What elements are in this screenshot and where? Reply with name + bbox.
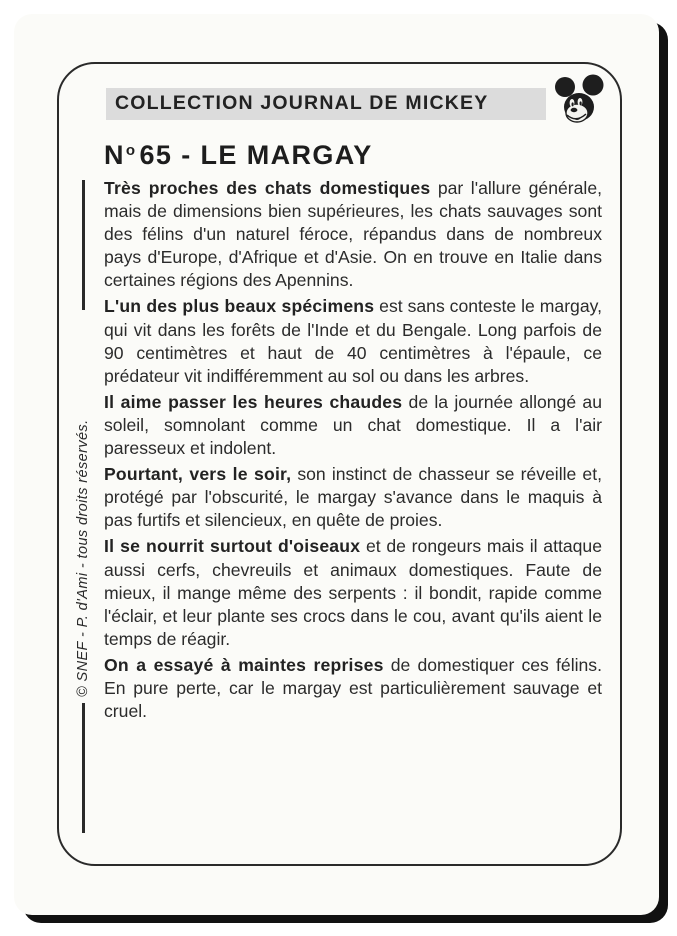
paragraph-lead: Pourtant, vers le soir, (104, 464, 292, 485)
card-title (104, 140, 373, 171)
paragraph-lead: Il aime passer les heures chaudes (104, 391, 403, 412)
mickey-head-icon (548, 74, 612, 130)
paragraph-lead: Il se nourrit surtout d'oiseaux (104, 536, 361, 557)
paragraph-lead: On a essayé à maintes reprises (104, 654, 384, 675)
paragraph-text: et de rongeurs mais il attaque aussi cerfs, chevreuils et animaux domestiques. Faute de mieux, il mange même des serpents : il bondit, rapide comme l'éclair, et leur plante ses crocs dans le cou, avant qu'ils aient le temps de réagir. (104, 536, 602, 649)
card-body (104, 177, 602, 726)
title-text: 65 - LE MARGAY (139, 140, 373, 170)
paragraph-text: son instinct de chasseur se réveille et, protégé par l'obscurité, le margay s'avance dans le maquis à pas furtifs et silencieux, en quête de proies. (104, 464, 602, 531)
paragraph (104, 535, 602, 650)
paragraph (104, 463, 602, 532)
number-prefix: N (104, 140, 125, 170)
paragraph-text: de domestiquer ces félins. En pure perte, car le margay est particulièrement sauvage et cruel. (104, 654, 602, 722)
collection-title: COLLECTION JOURNAL DE MICKEY (115, 92, 489, 114)
paragraph (104, 177, 602, 292)
side-rule-top (82, 180, 85, 310)
paragraph-text: par l'allure générale, mais de dimensions bien supérieures, les chats sauvages sont des félins d'un naturel féroce, répandus dans de nombreux pays d'Europe, d'Afrique et d'Asie. On en trouve en Italie dans certaines régions des Apennins. (104, 178, 602, 291)
number-superscript: o (125, 142, 137, 159)
paragraph-lead: L'un des plus beaux spécimens (104, 296, 375, 317)
copyright-notice: © SNEF - P. d'Ami - tous droits réservés. (75, 419, 91, 697)
paragraph-text: est sans conteste le margay, qui vit dans les forêts de l'Inde et du Bengale. Long parfois de 90 centimètres et haut de 40 centimètres à l'épaule, ce prédateur vit indifféremment au sol ou dans les arbres. (104, 296, 602, 386)
paragraph (104, 391, 602, 460)
paragraph (104, 654, 602, 723)
side-rule-bottom (82, 703, 85, 833)
paragraph-text: de la journée allongé au soleil, somnolant comme un chat domestique. Il a l'air paresseux et indolent. (104, 391, 602, 459)
paragraph (104, 295, 602, 387)
paragraph-lead: Très proches des chats domestiques (104, 178, 431, 198)
